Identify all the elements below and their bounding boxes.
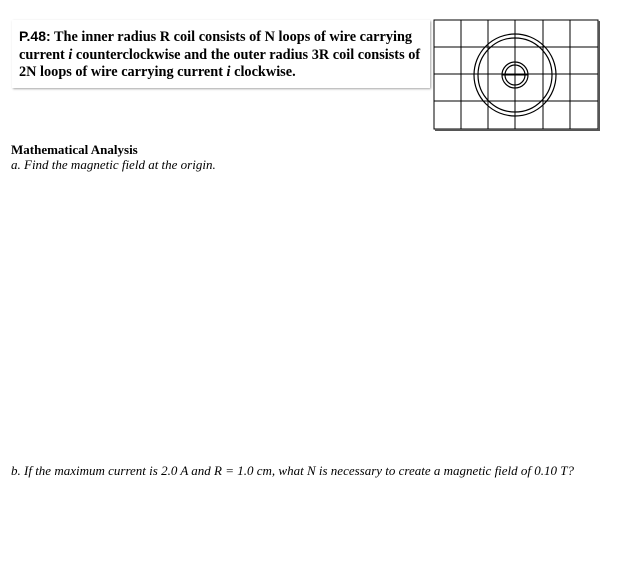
problem-text-3: clockwise. <box>230 64 296 80</box>
problem-text-2: counterclockwise and the outer radius 3R coil consists of 2N loops of wire carrying current <box>19 46 421 80</box>
question-part-b: b. If the maximum current is 2.0 A and R = 1.0 cm, what N is necessary to create a magnetic field of 0.10 T? <box>11 463 575 478</box>
current-symbol-2: i <box>226 64 231 80</box>
grid-shadow-bottom <box>435 129 600 131</box>
grid-shadow-right <box>598 21 600 131</box>
problem-text-1: The inner radius R coil consists of N loops of wire carrying current <box>19 29 413 63</box>
current-symbol-1: i <box>68 46 73 63</box>
coil-diagram <box>433 19 600 131</box>
analysis-title: Mathematical Analysis <box>11 142 138 157</box>
problem-number: P.48: <box>19 28 51 44</box>
question-part-a: a. Find the magnetic field at the origin. <box>11 157 216 172</box>
problem-statement <box>12 20 430 88</box>
